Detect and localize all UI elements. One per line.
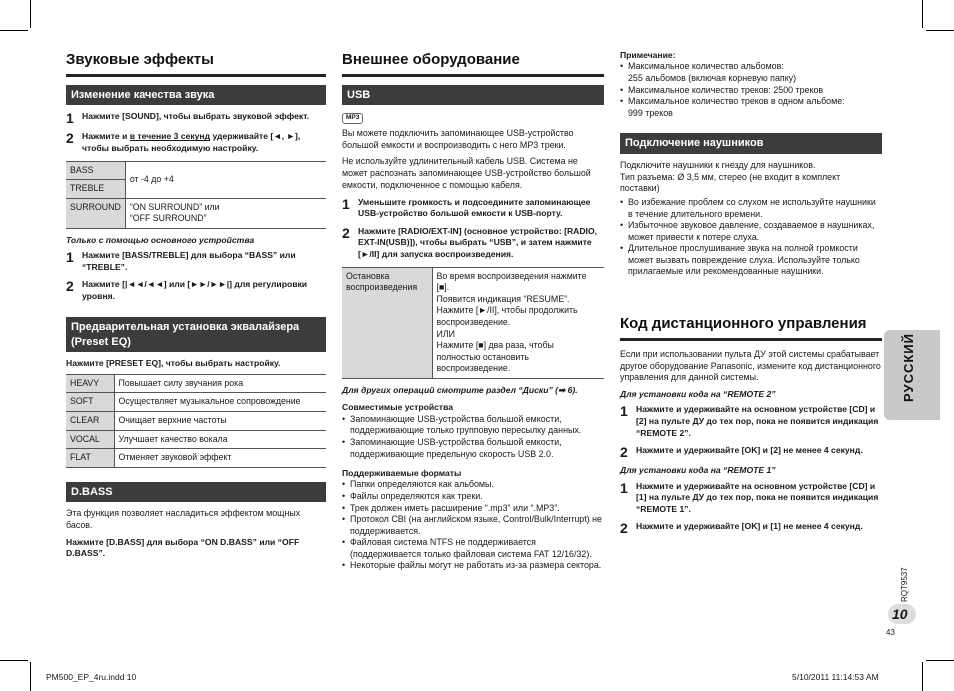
step-2: 2 Нажмите и в течение 3 секунд удерживайте [◄, ►], чтобы выбрать необходимую настройку. (66, 130, 301, 153)
list-item: • Папки определяются как альбомы. (342, 479, 604, 491)
language-tab: РУССКИЙ (884, 330, 940, 420)
note-heading: Примечание: (620, 50, 676, 60)
crop-mark (926, 30, 954, 31)
compatible-heading: Совместимые устройства (342, 402, 454, 413)
usb-warning: Не используйте удлинительный кабель USB. Система не может распознать запоминающее USB-устройство большой емкости, подключенное с помощью кабеля. (342, 156, 591, 190)
table-row: BASS от -4 до +4 (66, 161, 326, 180)
step-2: 2 Нажмите и удерживайте [OK] и [2] не менее 4 секунд. (620, 444, 863, 461)
section-title-sound-effects: Звуковые эффекты (66, 50, 326, 77)
other-operations-note: Для других операций смотрите раздел “Диски” (➡ 6). (342, 385, 578, 396)
list-item: • Запоминающие USB-устройства большой емкости, поддерживающие предельную скорость USB 2.0. (342, 437, 604, 460)
footer-timestamp: 5/10/2011 11:14:53 AM (792, 672, 879, 682)
list-item: • Максимальное количество треков в одном альбоме: 999 треков (620, 96, 882, 119)
formats-list (342, 479, 604, 572)
usb-intro: Вы можете подключить запоминающее USB-устройство большой емкости и воспроизводить с него MP3 треки. (342, 127, 574, 150)
page-number-secondary: 43 (886, 628, 895, 637)
subsection-usb: USB (342, 85, 604, 106)
note-list (620, 61, 882, 119)
page-number-badge: 10 (888, 604, 916, 624)
list-item: • Длительное прослушивание звука на полной громкости может вызвать повреждение слуха. Используйте только прилагаемые или рекомендованные наушники. (620, 243, 882, 278)
step-1: 1 Нажмите и удерживайте на основном устройстве [CD] и [1] на пульте ДУ до тех пор, пока не появится индикация “REMOTE 1”. (620, 479, 879, 514)
list-item: • Во избежание проблем со слухом не используйте наушники в течение длительного времени. (620, 197, 882, 220)
dbass-instruction: Нажмите [D.BASS] для выбора “ON D.BASS” или “OFF D.BASS”. (66, 536, 300, 559)
step-1: 1 Нажмите [SOUND], чтобы выбрать звуковой эффект. (66, 110, 310, 127)
column-external-equipment (342, 50, 604, 572)
step-2: 2 Нажмите [|◄◄/◄◄] или [►►/►►|] для регулировки уровня. (66, 278, 308, 302)
list-item: • Некоторые файлы могут не работать из-за размера сектора. (342, 560, 604, 572)
crop-mark (0, 660, 28, 661)
step-1: 1 Нажмите и удерживайте на основном устройстве [CD] и [2] на пульте ДУ до тех пор, пока не появится индикация “REMOTE 2”. (620, 403, 879, 438)
list-item: • Избыточное звуковое давление, создаваемое в наушниках, может привести к потере слуха. (620, 220, 882, 243)
subsection-preset-eq: Предварительная установка эквалайзера (Preset EQ) (66, 317, 326, 353)
subsection-sound-quality: Изменение качества звука (66, 85, 326, 106)
document-code: RQT9537 (900, 567, 909, 602)
table-row: FLAT Отменяет звуковой эффект (66, 449, 326, 468)
table-row: SURROUND “ON SURROUND” или “OFF SURROUND” (66, 198, 326, 228)
list-item: • Максимальное количество альбомов: 255 альбомов (включая корневую папку) (620, 61, 882, 84)
table-row: HEAVY Повышает силу звучания рока (66, 374, 326, 393)
crop-mark (30, 0, 31, 28)
preset-eq-instruction: Нажмите [PRESET EQ], чтобы выбрать настройку. (66, 358, 281, 369)
remote-intro: Если при использовании пульта ДУ этой системы срабатывает другое оборудование Panasonic, измените код дистанционного управления для данной системы. (620, 348, 881, 383)
step-2: 2 Нажмите и удерживайте [OK] и [1] не менее 4 секунд. (620, 520, 863, 537)
step-2: 2 Нажмите [RADIO/EXT-IN] (основное устройство: [RADIO, EXT-IN(USB)]), чтобы выбрать “USB”, и затем нажмите [►/II] для запуска воспроизведения. (342, 224, 598, 260)
list-item: • Трек должен иметь расширение “.mp3” или “.MP3”. (342, 503, 604, 515)
mp3-badge: MP3 (342, 113, 363, 124)
subsection-headphones: Подключение наушников (620, 133, 882, 154)
crop-mark (0, 30, 28, 31)
headphones-list (620, 197, 882, 278)
list-item: • Файловая система NTFS не поддерживается (поддерживается только файловая система FAT 12/16/32). (342, 537, 604, 560)
column-headphones-remote (620, 50, 882, 541)
table-row: Остановка воспроизведения Во время воспроизведения нажмите [■]. Появится индикация “RESUME”. Нажмите [►/II], чтобы продолжить воспроизведение. ИЛИ Нажмите [■] два раза, чтобы полностью остановить воспроизведение. (342, 267, 604, 378)
dbass-description: Эта функция позволяет насладиться эффектом мощных басов. (66, 508, 301, 530)
headphones-plug-type: Тип разъема: Ø 3,5 мм, стерео (не входит в комплект поставки) (620, 171, 841, 194)
sound-table (66, 161, 326, 229)
crop-mark (922, 662, 923, 691)
footer-filename: PM500_EP_4ru.indd 10 (46, 672, 137, 682)
table-row: TREBLE (66, 180, 326, 199)
table-row: VOCAL Улучшает качество вокала (66, 430, 326, 449)
formats-heading: Поддерживаемые форматы (342, 468, 462, 479)
remote2-heading: Для установки кода на “REMOTE 2” (620, 389, 776, 400)
column-sound-effects (66, 50, 326, 559)
section-title-remote-code: Код дистанционного управления (620, 314, 882, 341)
crop-mark (30, 662, 31, 691)
eq-table (66, 374, 326, 468)
subsection-dbass: D.BASS (66, 482, 326, 503)
crop-mark (922, 0, 923, 28)
remote1-heading: Для установки кода на “REMOTE 1” (620, 465, 776, 476)
crop-mark (926, 660, 954, 661)
table-row: SOFT Осуществляет музыкальное сопровождение (66, 393, 326, 412)
table-row: CLEAR Очищает верхние частоты (66, 411, 326, 430)
note-main-unit: Только с помощью основного устройства (66, 234, 255, 245)
list-item: • Максимальное количество треков: 2500 треков (620, 85, 882, 97)
compatible-list (342, 414, 604, 460)
step-1: 1 Уменьшите громкость и подсоедините запоминающее USB-устройство большой емкости к USB-порту. (342, 195, 591, 219)
headphones-connect: Подключите наушники к гнезду для наушников. (620, 159, 816, 170)
list-item: • Протокол CBI (на английском языке, Control/Bulk/Interrupt) не поддерживается. (342, 514, 604, 537)
section-title-external: Внешнее оборудование (342, 50, 604, 77)
stop-table (342, 267, 604, 379)
list-item: • Файлы определяются как треки. (342, 491, 604, 503)
step-1: 1 Нажмите [BASS/TREBLE] для выбора “BASS” или “TREBLE”. (66, 249, 296, 272)
list-item: • Запоминающие USB-устройства большой емкости, поддерживающие только групповую пересылку данных. (342, 414, 604, 437)
